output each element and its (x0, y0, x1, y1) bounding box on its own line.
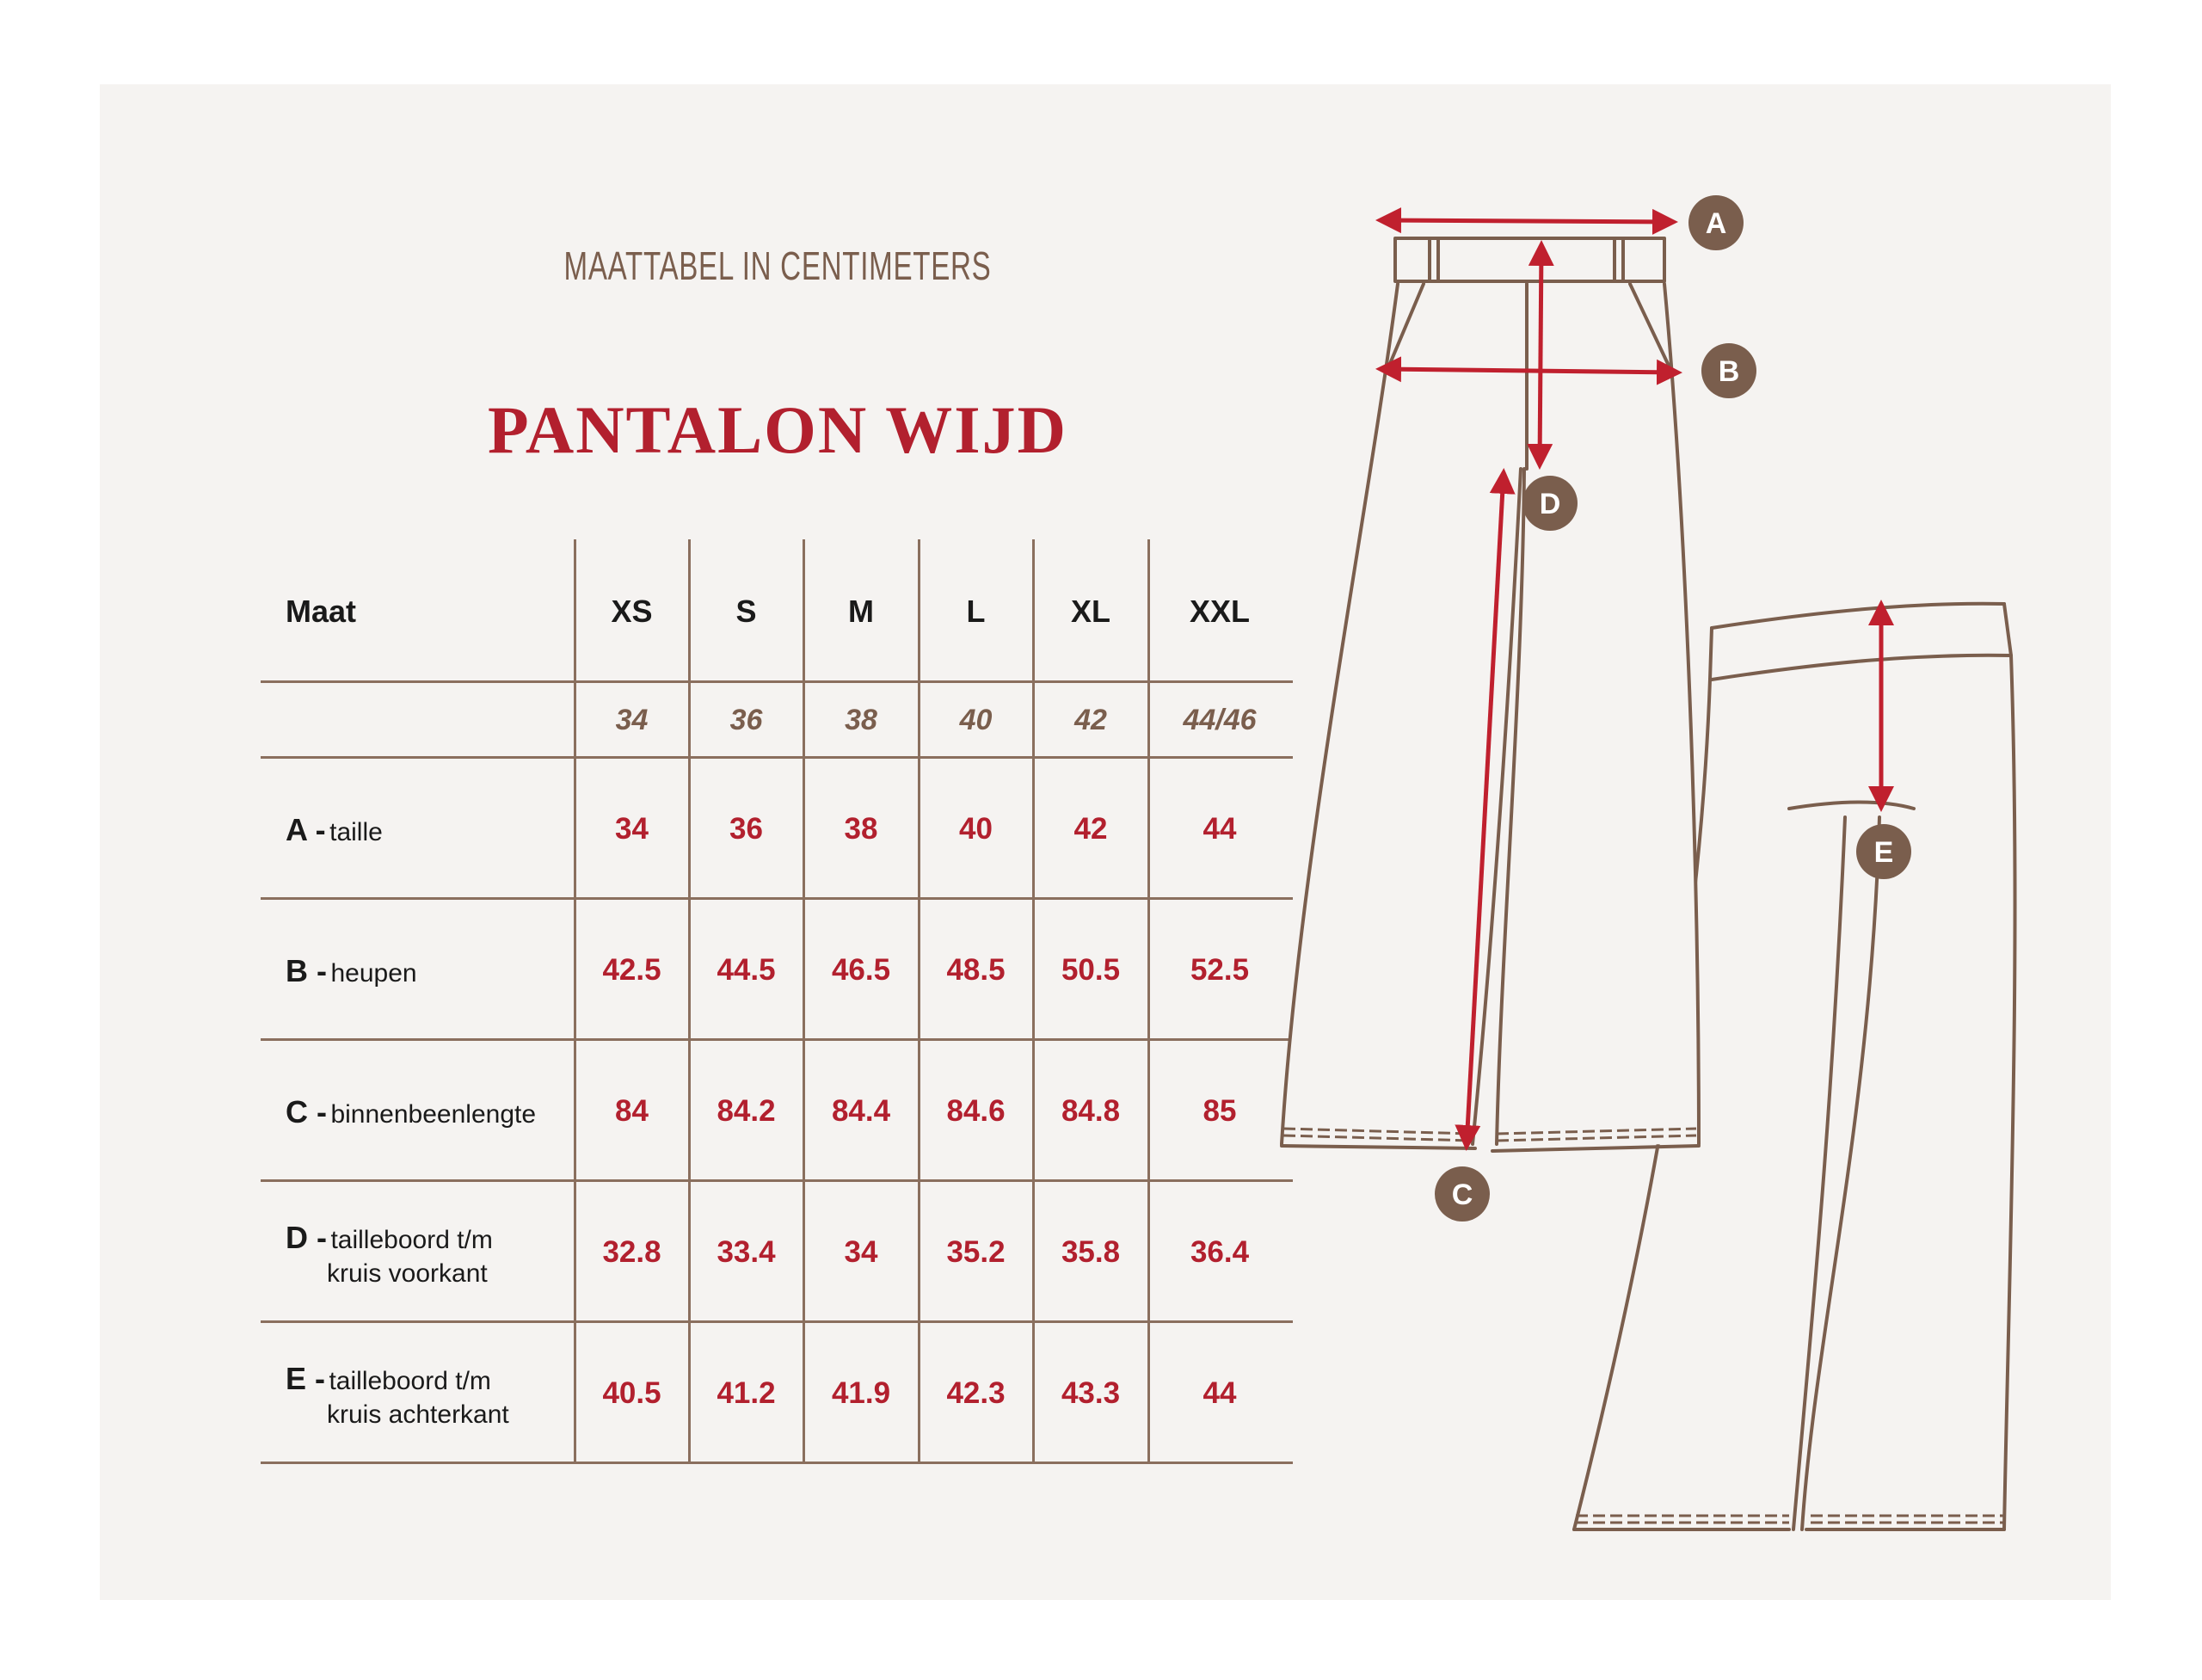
marker-c-badge (1435, 1166, 1490, 1222)
row-name: tailleboord t/m (330, 1226, 493, 1254)
marker-b-badge (1701, 343, 1756, 398)
value-cell: 84.4 (831, 1094, 891, 1128)
row-code: D - (286, 1220, 327, 1255)
row-name: binnenbeenlengte (330, 1100, 537, 1129)
value-cell: 35.8 (1061, 1235, 1121, 1269)
back-waistband-top (1712, 604, 2004, 628)
row-code: E - (286, 1361, 326, 1396)
value-cell: 32.8 (602, 1235, 661, 1269)
size-header-xl: XL (1070, 594, 1110, 629)
value-cell: 42 (1073, 812, 1108, 846)
value-cell: 85 (1202, 1094, 1237, 1128)
value-cell: 42.3 (946, 1376, 1006, 1410)
value-cell: 38 (844, 812, 878, 846)
value-cell: 42.5 (602, 953, 661, 987)
back-outer-seam (2004, 655, 2015, 1529)
chart-subtitle: MAATTABEL IN CENTIMETERS (563, 243, 992, 288)
row-name-continued: kruis voorkant (327, 1259, 488, 1288)
size-column-header: Maat (286, 594, 357, 629)
marker-d-badge (1522, 476, 1578, 531)
marker-d-label: D (1539, 488, 1561, 520)
value-cell: 36 (729, 812, 763, 846)
row-name: heupen (330, 959, 417, 988)
size-header-l: L (966, 594, 986, 629)
marker-c-label: C (1451, 1178, 1473, 1211)
row-name: tailleboord t/m (329, 1367, 491, 1395)
marker-b-label: B (1718, 355, 1740, 388)
row-name-continued: kruis achterkant (327, 1400, 509, 1429)
value-cell: 43.3 (1061, 1376, 1121, 1410)
size-header-xxl: XXL (1189, 594, 1250, 629)
row-name: taille (329, 818, 383, 846)
value-cell: 84.2 (717, 1094, 776, 1128)
chart-title: PANTALON WIJD (488, 392, 1067, 467)
value-cell: 41.9 (831, 1376, 891, 1410)
value-cell: 41.2 (717, 1376, 776, 1410)
row-code: B - (286, 953, 327, 988)
measure-arrow-d (1540, 245, 1541, 465)
value-cell: 44 (1202, 1376, 1237, 1410)
eu-size-cell: 38 (845, 704, 877, 736)
eu-size-cell: 40 (959, 704, 993, 736)
value-cell: 35.2 (946, 1235, 1006, 1269)
value-cell: 36.4 (1190, 1235, 1250, 1269)
back-waistband-bottom (1712, 655, 2011, 680)
eu-size-cell: 34 (615, 704, 649, 736)
size-header-s: S (735, 594, 757, 629)
eu-size-cell: 42 (1074, 704, 1107, 736)
measure-arrow-a (1381, 220, 1673, 222)
front-left-outer-seam (1282, 284, 1398, 1144)
row-code: C - (286, 1094, 327, 1129)
value-cell: 44.5 (717, 953, 776, 987)
value-cell: 34 (615, 812, 649, 846)
value-cell: 84.6 (946, 1094, 1006, 1128)
marker-a-badge (1688, 195, 1744, 250)
value-cell: 48.5 (946, 953, 1006, 987)
value-cell: 33.4 (717, 1235, 776, 1269)
value-cell: 34 (844, 1235, 878, 1269)
value-cell: 84 (615, 1094, 649, 1128)
marker-a-label: A (1705, 207, 1727, 240)
size-header-m: M (848, 594, 874, 629)
marker-e-label: E (1873, 836, 1894, 869)
back-crotch-line (1789, 803, 1914, 809)
value-cell: 84.8 (1061, 1094, 1121, 1128)
value-cell: 44 (1202, 812, 1237, 846)
size-header-xs: XS (611, 594, 653, 629)
value-cell: 40.5 (602, 1376, 661, 1410)
value-cell: 46.5 (831, 953, 891, 987)
eu-size-cell: 44/46 (1183, 704, 1257, 736)
value-cell: 40 (959, 812, 993, 846)
value-cell: 52.5 (1190, 953, 1250, 987)
marker-e-badge (1856, 824, 1911, 879)
value-cell: 50.5 (1061, 953, 1121, 987)
row-code: A - (286, 812, 326, 847)
eu-size-cell: 36 (729, 704, 763, 736)
